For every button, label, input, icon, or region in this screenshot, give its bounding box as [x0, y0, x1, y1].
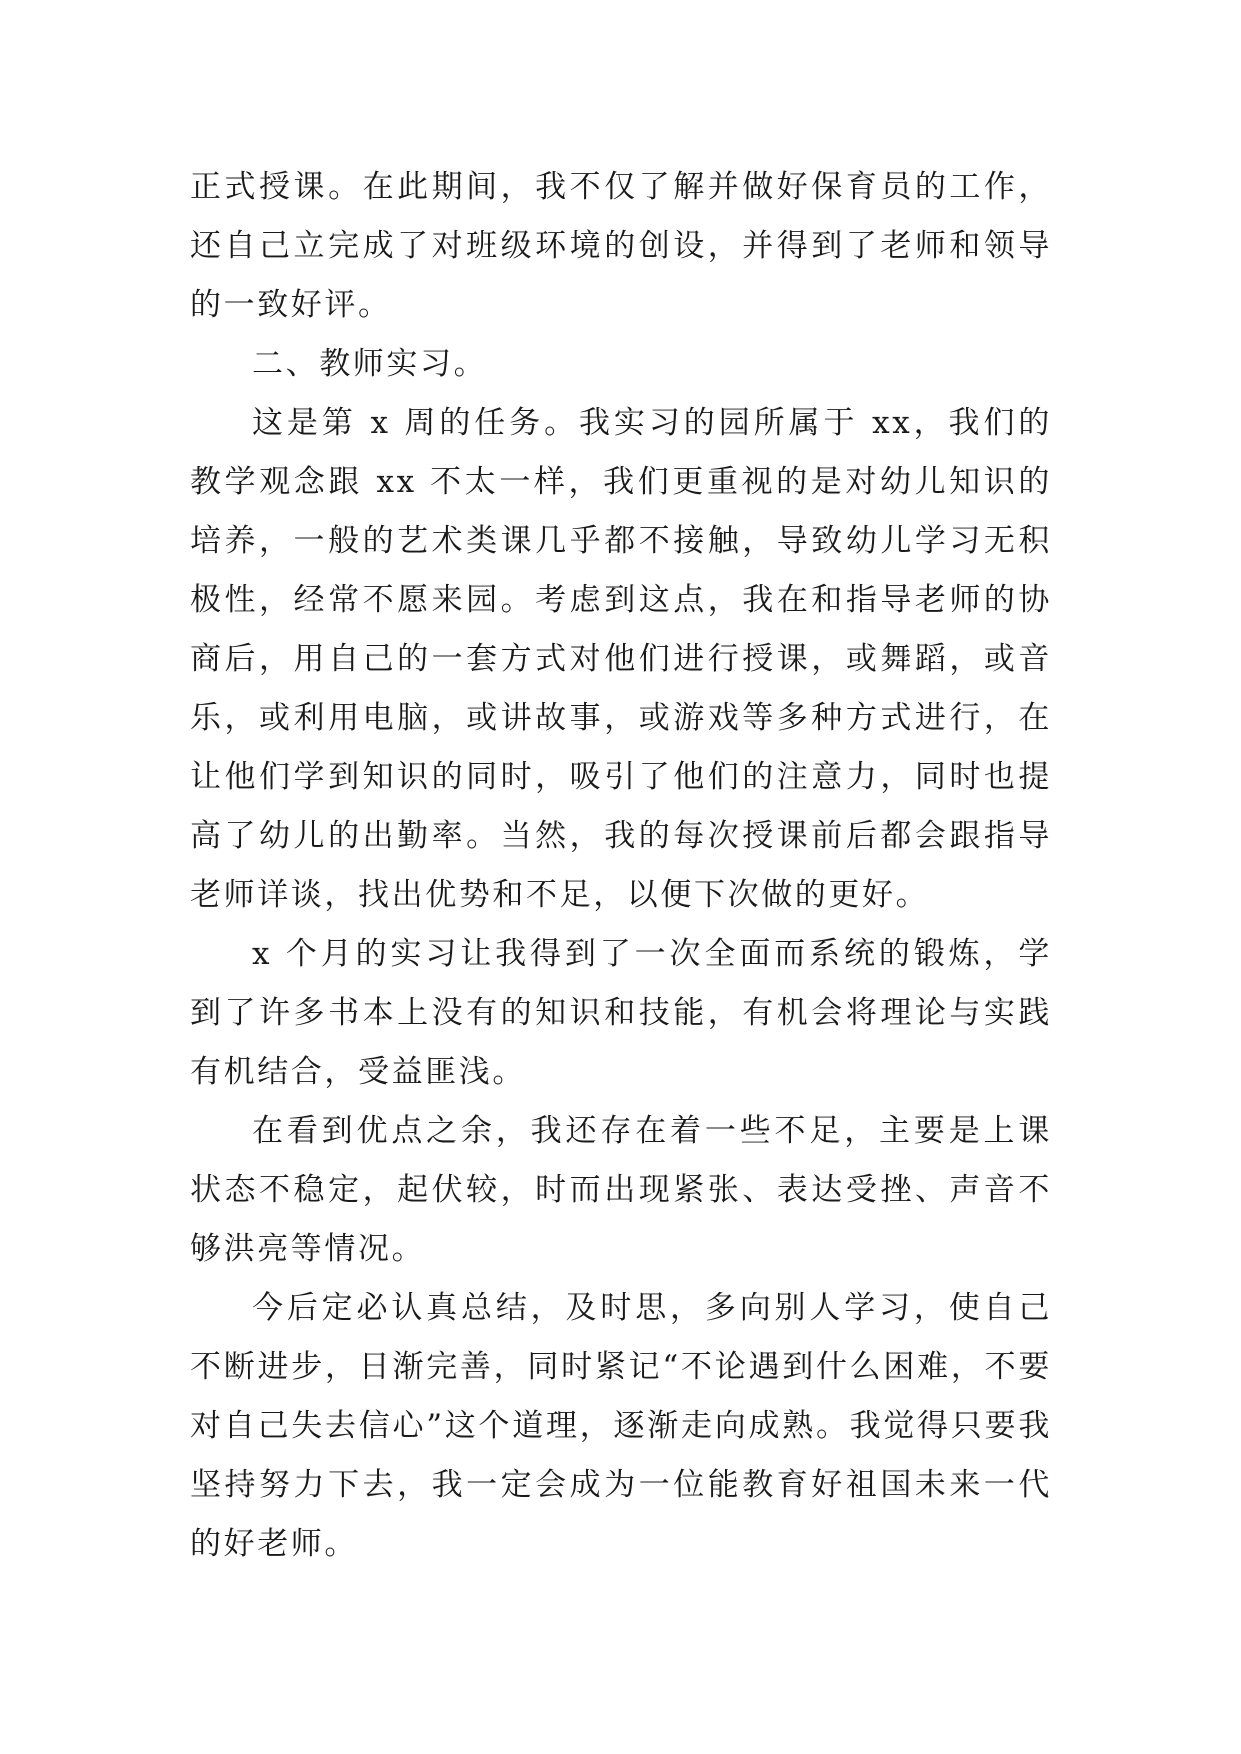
- paragraph: 在看到优点之余，我还存在着一些不足，主要是上课状态不稳定，起伏较，时而出现紧张、表达受挫、声音不够洪亮等情况。: [190, 1113, 1052, 1267]
- paragraph: 今后定必认真总结，及时思，多向别人学习，使自己不断进步，日渐完善，同时紧记“不论遇到什么困难，不要对自己失去信心”这个道理，逐渐走向成熟。我觉得只要我坚持努力下去，我一定会成为一位能教育好祖国未来一代的好老师。: [190, 1290, 1052, 1562]
- paragraph-continued: 正式授课。在此期间，我不仅了解并做好保育员的工作，还自己立完成了对班级环境的创设，并得到了老师和领导的一致好评。: [190, 169, 1052, 323]
- paragraph: 这是第 x 周的任务。我实习的园所属于 xx，我们的教学观念跟 xx 不太一样，我们更重视的是对幼儿知识的培养，一般的艺术类课几乎都不接触，导致幼儿学习无积极性，经常不愿来园。考虑到这点，我在和指导老师的协商后，用自己的一套方式对他们进行授课，或舞蹈，或音乐，或利用电脑，或讲故事，或游戏等多种方式进行，在让他们学到知识的同时，吸引了他们的注意力，同时也提高了幼儿的出勤率。当然，我的每次授课前后都会跟指导老师详谈，找出优势和不足，以便下次做的更好。: [190, 405, 1052, 913]
- section-heading-teacher-internship: 二、教师实习。: [252, 346, 488, 382]
- document-body: [190, 158, 1052, 1574]
- paragraph: x 个月的实习让我得到了一次全面而系统的锻炼，学到了许多书本上没有的知识和技能，有机会将理论与实践有机结合，受益匪浅。: [190, 936, 1052, 1090]
